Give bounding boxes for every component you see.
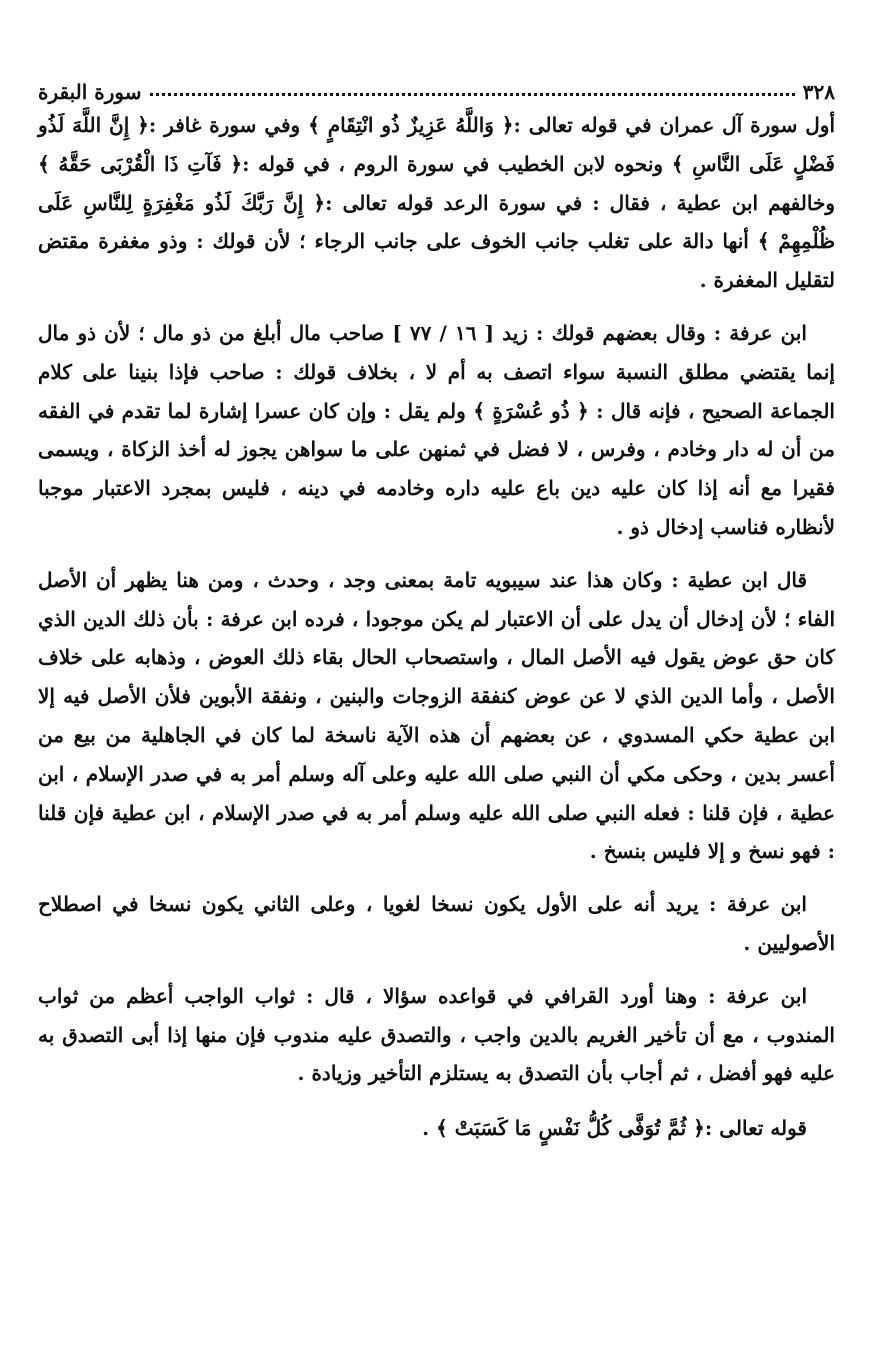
paragraph: أول سورة آل عمران في قوله تعالى :﴿ وَاللَّهُ عَزِيزٌ ذُو انْتِقَامٍ ﴾ وفي سورة غافر :﴿ إِنَّ اللَّهَ لَذُو فَضْلٍ عَلَى النَّاسِ ﴾ ونحوه لابن الخطيب في سورة الروم ، في قوله :﴿ فَآتِ ذَا الْقُرْبَى حَقَّهُ ﴾ وخالفهم ابن عطية ، فقال : في سورة الرعد قوله تعالى :﴿ إِنَّ رَبَّكَ لَذُو مَغْفِرَةٍ لِلنَّاسِ عَلَى ظُلْمِهِمْ ﴾ أنها دالة على تغلب جانب الخوف على جانب الرجاء ؛ لأن قولك : وذو مغفرة مقتض لتقليل المغفرة .	[38, 113, 835, 293]
paragraph: ابن عرفة : وهنا أورد القرافي في قواعده سؤالا ، قال : ثواب الواجب أعظم من ثواب المندوب ، مع أن تأخير الغريم بالدين واجب ، والتصدق عليه مندوب فإن منها إذا أبى التصدق به عليه فهو أفضل ، ثم أجاب بأن التصدق به يستلزم التأخير وزيادة .	[38, 983, 835, 1086]
book-page	[38, 70, 835, 1148]
header-dotted-leader	[150, 93, 795, 96]
paragraph: ابن عرفة : يريد أنه على الأول يكون نسخا لغويا ، وعلى الثاني يكون نسخا في اصطلاح الأصوليين .	[38, 892, 835, 955]
paragraph: قوله تعالى :﴿ ثُمَّ تُوَفَّى كُلُّ نَفْسٍ مَا كَسَبَتْ ﴾ .	[422, 1116, 807, 1141]
page-number: ٣٢٨	[802, 80, 835, 104]
paragraph: ابن عرفة : وقال بعضهم قولك : زيد [ ١٦ / ٧٧ ] صاحب مال أبلغ من ذو مال ؛ لأن ذو مال إنما يقتضي مطلق النسبة سواء اتصف به أم لا ، بخلاف قولك : صاحب فإذا بنينا على كلام الجماعة الصحيح ، فإنه قال : ﴿ ذُو عُسْرَةٍ ﴾ ولم يقل : وإن كان عسرا إشارة لما تقدم في الفقه من أن له دار وخادم ، وفرس ، لا فضل في ثمنهن على ما سواهن يجوز له أخذ الزكاة ، ويسمى فقيرا مع أنه إذا كان عليه دين باع عليه داره وخادمه في دينه ، فليس بمجرد الاعتبار موجبا لأنظاره فناسب إدخال ذو .	[38, 320, 835, 539]
running-header	[38, 70, 835, 104]
page-body	[38, 106, 835, 1148]
surah-title: سورة البقرة	[38, 80, 142, 104]
paragraph: قال ابن عطية : وكان هذا عند سيبويه تامة بمعنى وجد ، وحدث ، ومن هنا يظهر أن الأصل الفاء ؛ لأن إدخال أن يدل على أن الاعتبار لم يكن موجودا ، فرده ابن عرفة : بأن ذلك الدين الذي كان حق عوض يقول فيه الأصل المال ، واستصحاب الحال بقاء ذلك العوض ، وذهابه على خلاف الأصل ، وأما الدين الذي لا عن عوض كنفقة الزوجات والبنين ، ونفقة الأبوين فلأن الأصل فيه إلا ابن عطية حكي المسدوي ، عن بعضهم أن هذه الآية ناسخة لما كان في الجاهلية من بيع من أعسر بدين ، وحكى مكي أن النبي صلى الله عليه وعلى آله وسلم أمر به في صدر الإسلام ، ابن عطية ، فإن قلنا : فعله النبي صلى الله عليه وسلم أمر به في صدر الإسلام ، ابن عطية فإن قلنا : فهو نسخ و إلا فليس بنسخ .	[38, 567, 835, 864]
